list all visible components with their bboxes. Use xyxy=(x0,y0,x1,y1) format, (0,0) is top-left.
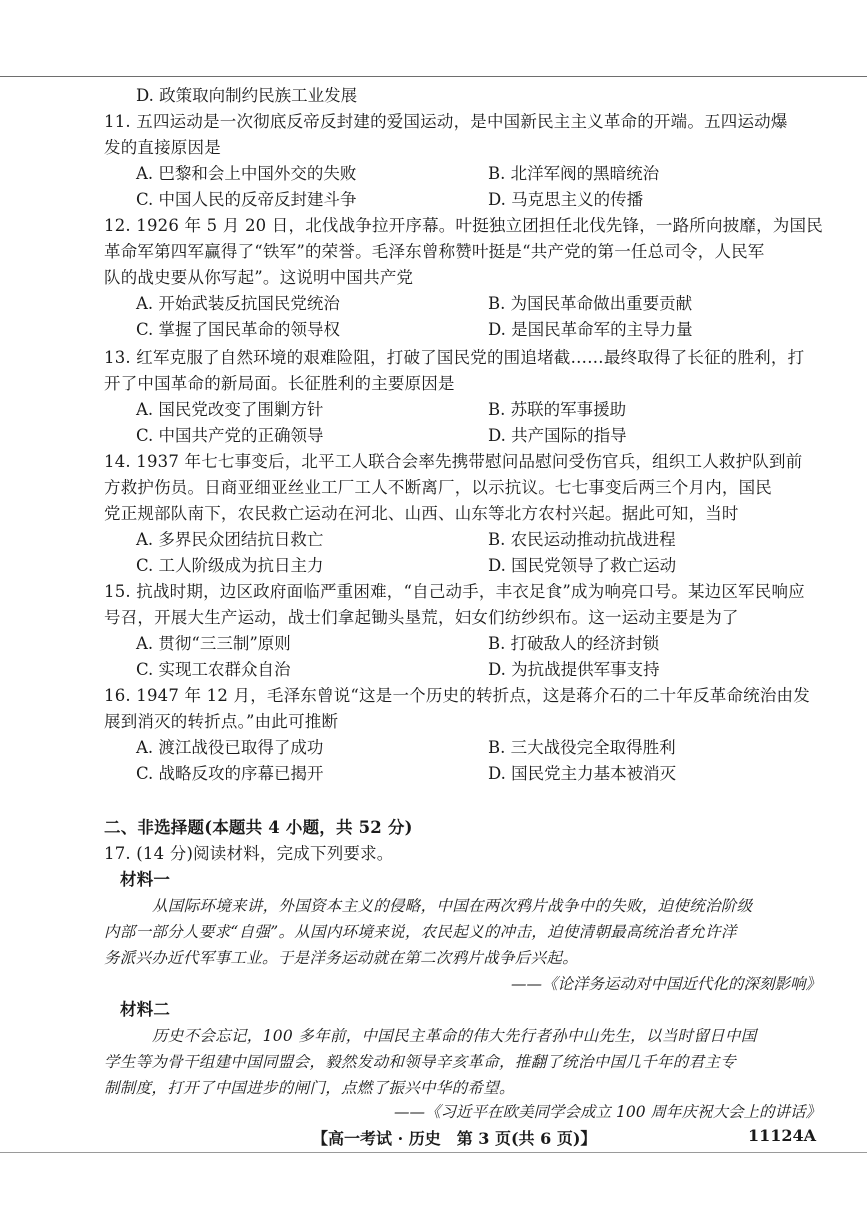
material-2-line1: 历史不会忘记，100 多年前，中国民主革命的伟大先行者孙中山先生，以当时留日中国 xyxy=(152,1027,757,1045)
q13-stem-line1: 13. 红军克服了自然环境的艰难险阻，打破了国民党的围追堵截……最终取得了长征的胜利，打 xyxy=(104,348,805,367)
q13-option-c: C. 中国共产党的正确领导 xyxy=(136,426,324,445)
material-2-title: 材料二 xyxy=(120,1000,171,1019)
section-heading: 二、非选择题(本题共 4 小题，共 52 分) xyxy=(104,818,413,837)
q16-option-d: D. 国民党主力基本被消灭 xyxy=(488,764,677,783)
q16-option-c: C. 战略反攻的序幕已揭开 xyxy=(136,764,324,783)
q15-stem-line2: 号召，开展大生产运动，战士们拿起锄头垦荒，妇女们纺纱织布。这一运动主要是为了 xyxy=(104,608,739,627)
material-2-line3: 制制度，打开了中国进步的闸门，点燃了振兴中华的希望。 xyxy=(104,1079,515,1097)
q12-stem-line3: 队的战史要从你写起”。这说明中国共产党 xyxy=(104,268,414,287)
q15-stem-line1: 15. 抗战时期，边区政府面临严重困难，“自己动手，丰衣足食”成为响亮口号。某边区军民响应 xyxy=(104,582,805,601)
exam-code: 11124A xyxy=(748,1126,817,1145)
q15-option-c: C. 实现工农群众自治 xyxy=(136,660,291,679)
q12-stem-line1: 12. 1926 年 5 月 20 日，北伐战争拉开序幕。叶挺独立团担任北伐先锋，一路所向披靡，为国民 xyxy=(104,216,823,235)
q16-option-a: A. 渡江战役已取得了成功 xyxy=(136,738,324,757)
q15-option-b: B. 打破敌人的经济封锁 xyxy=(488,634,660,653)
q15-option-d: D. 为抗战提供军事支持 xyxy=(488,660,660,679)
material-1-source: ——《论洋务运动对中国近代化的深刻影响》 xyxy=(510,975,821,993)
q13-option-d: D. 共产国际的指导 xyxy=(488,426,627,445)
q14-stem-line1: 14. 1937 年七七事变后，北平工人联合会率先携带慰问品慰问受伤官兵，组织工人救护队到前 xyxy=(104,452,803,471)
top-rule xyxy=(0,76,867,77)
q14-stem-line2: 方救护伤员。日商亚细亚丝业工厂工人不断离厂，以示抗议。七七事变后两三个月内，国民 xyxy=(104,478,772,497)
q17-stem: 17. (14 分)阅读材料，完成下列要求。 xyxy=(104,844,394,863)
material-1-line3: 务派兴办近代军事工业。于是洋务运动就在第二次鸦片战争后兴起。 xyxy=(104,949,579,967)
q14-option-c: C. 工人阶级成为抗日主力 xyxy=(136,556,324,575)
q16-stem-line2: 展到消灭的转折点。”由此可推断 xyxy=(104,712,339,731)
q12-option-a: A. 开始武装反抗国民党统治 xyxy=(136,294,340,313)
q12-option-b: B. 为国民革命做出重要贡献 xyxy=(488,294,693,313)
material-2-line2: 学生等为骨干组建中国同盟会，毅然发动和领导辛亥革命，推翻了统治中国几千年的君主专 xyxy=(104,1053,737,1071)
q14-stem-line3: 党正规部队南下，农民救亡运动在河北、山西、山东等北方农村兴起。据此可知，当时 xyxy=(104,504,739,523)
q13-stem-line2: 开了中国革命的新局面。长征胜利的主要原因是 xyxy=(104,374,455,393)
q11-option-d: D. 马克思主义的传播 xyxy=(488,190,644,209)
q11-stem-line2: 发的直接原因是 xyxy=(104,138,221,157)
q16-stem-line1: 16. 1947 年 12 月，毛泽东曾说“这是一个历史的转折点，这是蒋介石的二十年反革命统治由发 xyxy=(104,686,810,705)
material-1-line1: 从国际环境来讲，外国资本主义的侵略，中国在两次鸦片战争中的失败，迫使统治阶级 xyxy=(152,897,753,915)
q16-option-b: B. 三大战役完全取得胜利 xyxy=(488,738,676,757)
q14-option-d: D. 国民党领导了救亡运动 xyxy=(488,556,677,575)
q14-option-b: B. 农民运动推动抗战进程 xyxy=(488,530,676,549)
q11-option-c: C. 中国人民的反帝反封建斗争 xyxy=(136,190,357,209)
q13-option-a: A. 国民党改变了围剿方针 xyxy=(136,400,324,419)
q11-option-b: B. 北洋军阀的黑暗统治 xyxy=(488,164,660,183)
bottom-rule xyxy=(0,1152,867,1153)
q13-option-b: B. 苏联的军事援助 xyxy=(488,400,627,419)
q12-stem-line2: 革命军第四军赢得了“铁军”的荣誉。毛泽东曾称赞叶挺是“共产党的第一任总司令，人民军 xyxy=(104,242,765,261)
page-footer: 【高一考试 · 历史 第 3 页(共 6 页)】 xyxy=(312,1129,597,1148)
q10-option-d: D. 政策取向制约民族工业发展 xyxy=(136,86,358,105)
q11-option-a: A. 巴黎和会上中国外交的失败 xyxy=(136,164,357,183)
q14-option-a: A. 多界民众团结抗日救亡 xyxy=(136,530,324,549)
q11-stem-line1: 11. 五四运动是一次彻底反帝反封建的爱国运动，是中国新民主主义革命的开端。五四运动爆 xyxy=(104,112,788,131)
material-2-source: ——《习近平在欧美同学会成立 100 周年庆祝大会上的讲话》 xyxy=(394,1103,821,1121)
q12-option-c: C. 掌握了国民革命的领导权 xyxy=(136,320,341,339)
material-1-title: 材料一 xyxy=(120,870,171,889)
q15-option-a: A. 贯彻“三三制”原则 xyxy=(136,634,291,653)
q12-option-d: D. 是国民革命军的主导力量 xyxy=(488,320,693,339)
material-1-line2: 内部一部分人要求“自强”。从国内环境来说，农民起义的冲击，迫使清朝最高统治者允许洋 xyxy=(104,923,737,941)
